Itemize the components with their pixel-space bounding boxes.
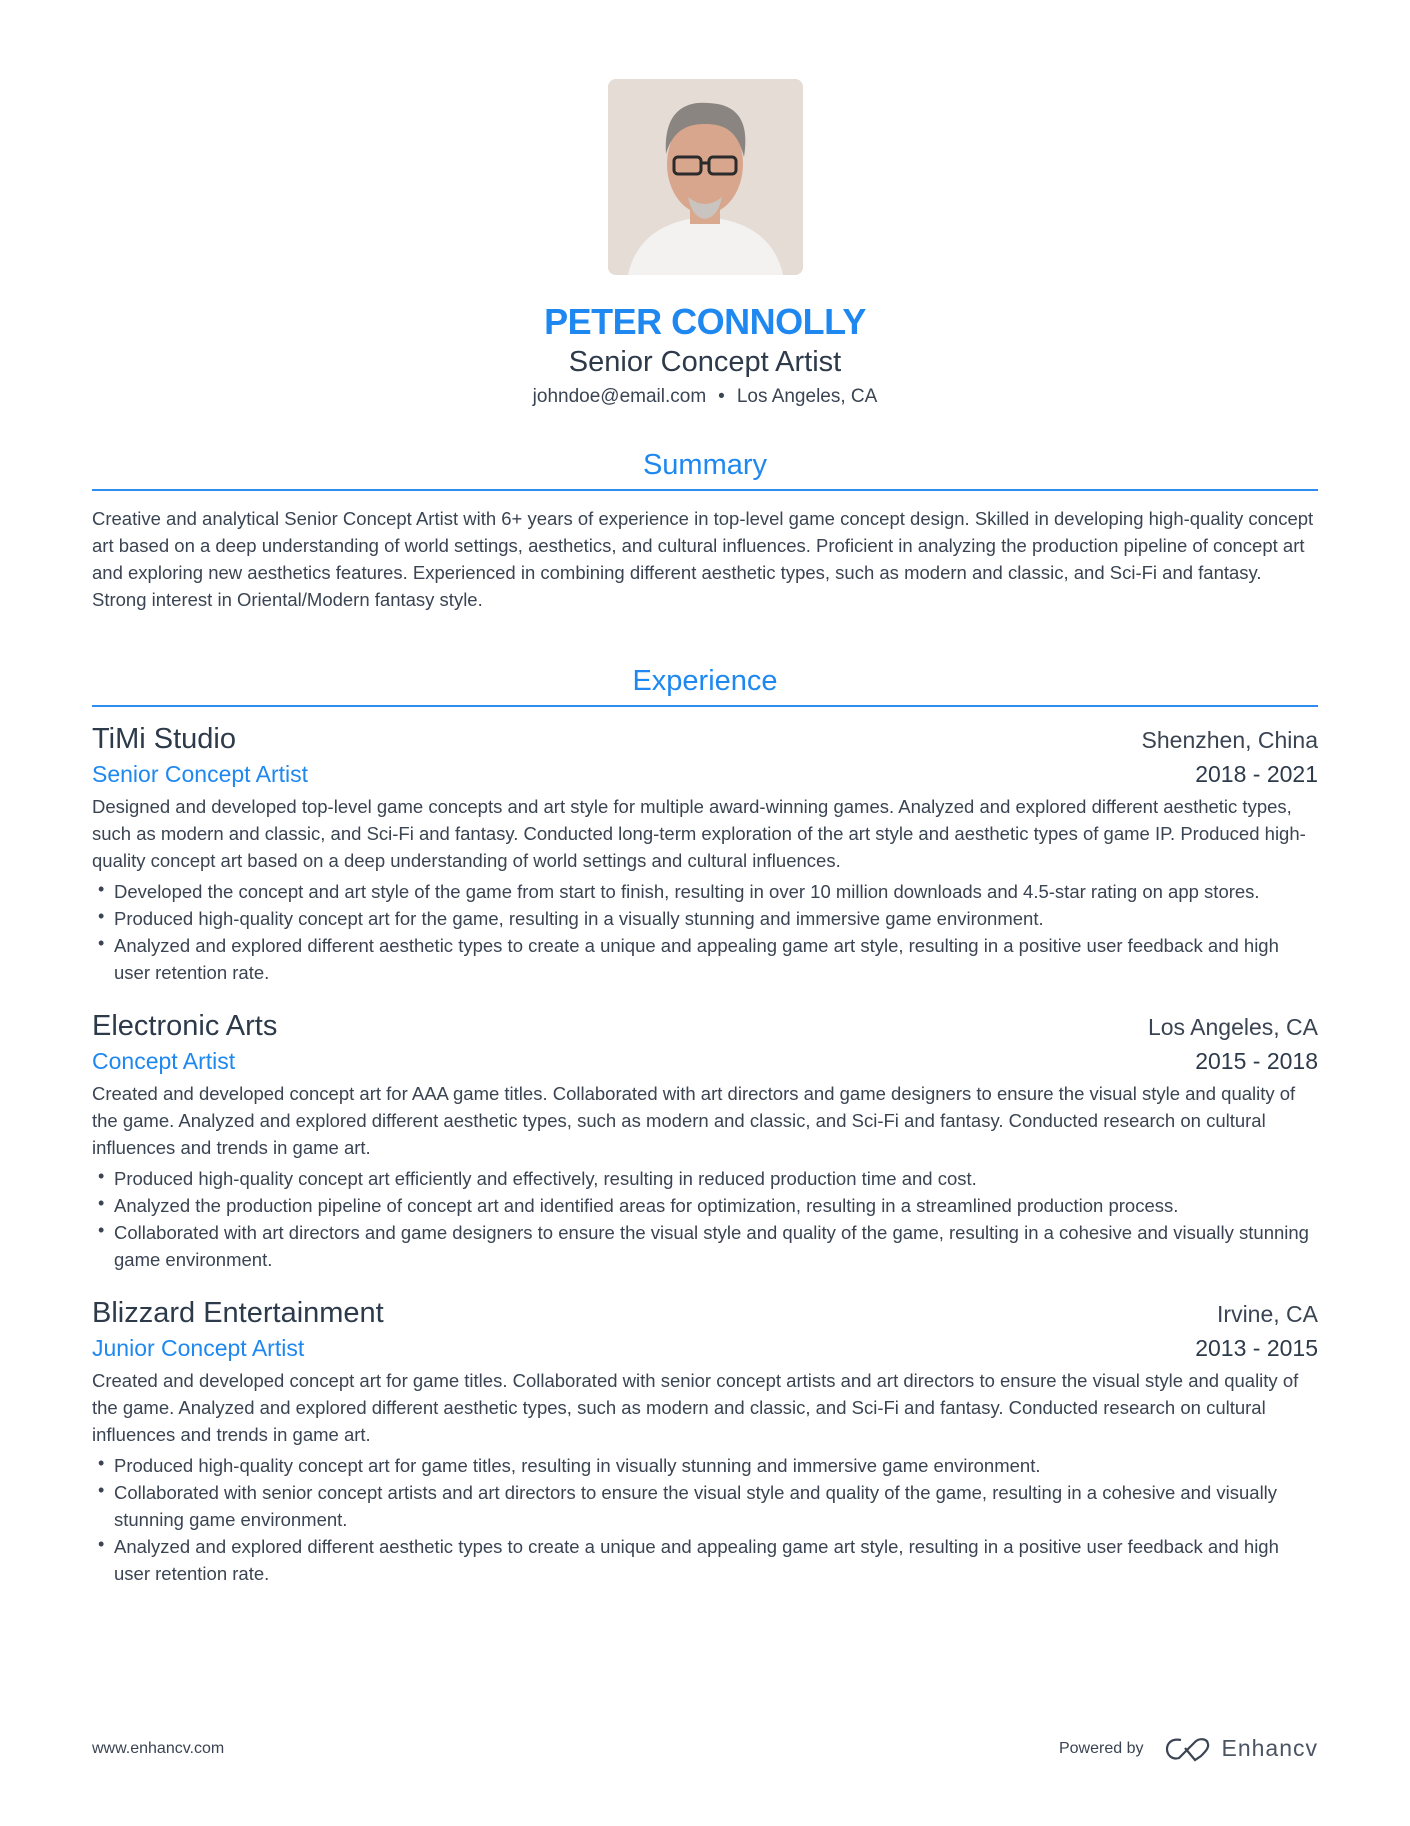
contact-info <box>92 382 1318 412</box>
job-location: Shenzhen, China <box>1141 727 1318 753</box>
job-location: Los Angeles, CA <box>1147 1014 1318 1040</box>
candidate-title: Senior Concept Artist <box>568 346 842 378</box>
job-description: Designed and developed top-level game concepts and art style for multiple award-winning games. Analyzed and explored different aesthetic types, such as modern and classic, and Sci-Fi and fantasy. Conducted long-term exploration of the art style and aesthetic types of game IP. Produced high-quality concept art based on a deep understanding of world settings and cultural influences. <box>92 796 1306 871</box>
company-name: Electronic Arts <box>92 1010 278 1042</box>
experience-section <box>92 663 1318 1587</box>
powered-by-label: Powered by <box>1058 1739 1144 1757</box>
job-dates: 2015 - 2018 <box>1195 1048 1318 1074</box>
profile-photo <box>608 79 803 275</box>
job-bullet: • Collaborated with art directors and game designers to ensure the visual style and quality of the game, resulting in a cohesive and visually stunning game environment. <box>92 1219 1318 1273</box>
location: Los Angeles, CA <box>736 386 878 407</box>
resume-header <box>92 300 1318 412</box>
enhancv-logo-icon <box>1165 1736 1211 1762</box>
job-bullet: • Analyzed and explored different aesthetic types to create a unique and appealing game art style, resulting in a positive user feedback and high user retention rate. <box>92 1533 1318 1587</box>
job-bullet: • Produced high-quality concept art for game titles, resulting in visually stunning and immersive game environment. <box>92 1452 1318 1479</box>
job-bullets <box>92 1165 1318 1273</box>
website-link[interactable]: www.enhancv.com <box>92 1739 225 1757</box>
company-name: TiMi Studio <box>92 723 236 755</box>
candidate-name: PETER CONNOLLY <box>544 301 866 342</box>
job-role: Senior Concept Artist <box>92 761 309 787</box>
summary-text: Creative and analytical Senior Concept Artist with 6+ years of experience in top-level game concept design. Skilled in developing high-quality concept art based on a deep understanding of world settings, aesthetics, and cultural influences. Proficient in analyzing the production pipeline of concept art and exploring new aesthetics features. Experienced in combining different aesthetic types, such as modern and classic, and Sci-Fi and fantasy. Strong interest in Oriental/Modern fantasy style. <box>92 508 1314 610</box>
job-description: Created and developed concept art for AAA game titles. Collaborated with art directors and game designers to ensure the visual style and quality of the game. Analyzed and explored different aesthetic types, such as modern and classic, and Sci-Fi and fantasy. Conducted research on cultural influences and trends in game art. <box>92 1083 1296 1158</box>
job-bullet: • Developed the concept and art style of the game from start to finish, resulting in over 10 million downloads and 4.5-star rating on app stores. <box>92 878 1318 905</box>
job-bullet: • Produced high-quality concept art efficiently and effectively, resulting in reduced production time and cost. <box>92 1165 1318 1192</box>
footer <box>92 1735 1318 1762</box>
job-dates: 2018 - 2021 <box>1195 761 1318 787</box>
company-name: Blizzard Entertainment <box>92 1297 384 1329</box>
job-dates: 2013 - 2015 <box>1195 1335 1318 1361</box>
separator: • <box>718 386 725 407</box>
job-bullet: • Analyzed the production pipeline of concept art and identified areas for optimization, resulting in a streamlined production process. <box>92 1192 1318 1219</box>
job-bullet: • Collaborated with senior concept artists and art directors to ensure the visual style and quality of the game, resulting in a cohesive and visually stunning game environment. <box>92 1479 1318 1533</box>
job-entry <box>92 721 1318 986</box>
job-role: Concept Artist <box>92 1048 236 1074</box>
job-entry <box>92 1008 1318 1273</box>
summary-section <box>92 447 1318 613</box>
section-heading: Summary <box>92 447 1318 491</box>
job-description: Created and developed concept art for game titles. Collaborated with senior concept artists and art directors to ensure the visual style and quality of the game. Analyzed and explored different aesthetic types, such as modern and classic, and Sci-Fi and fantasy. Conducted research on cultural influences and trends in game art. <box>92 1370 1299 1445</box>
brand-name: Enhancv <box>1221 1735 1318 1761</box>
job-bullets <box>92 1452 1318 1587</box>
email-link[interactable]: johndoe@email.com <box>532 386 707 407</box>
section-heading: Experience <box>92 663 1318 707</box>
job-location: Irvine, CA <box>1217 1301 1318 1327</box>
job-role: Junior Concept Artist <box>92 1335 305 1361</box>
powered-by <box>1059 1735 1318 1762</box>
job-entry <box>92 1295 1318 1587</box>
job-bullet: • Analyzed and explored different aesthetic types to create a unique and appealing game art style, resulting in a positive user feedback and high user retention rate. <box>92 932 1318 986</box>
job-bullets <box>92 878 1318 986</box>
job-bullet: • Produced high-quality concept art for the game, resulting in a visually stunning and immersive game environment. <box>92 905 1318 932</box>
brand-logo[interactable] <box>1165 1735 1318 1762</box>
